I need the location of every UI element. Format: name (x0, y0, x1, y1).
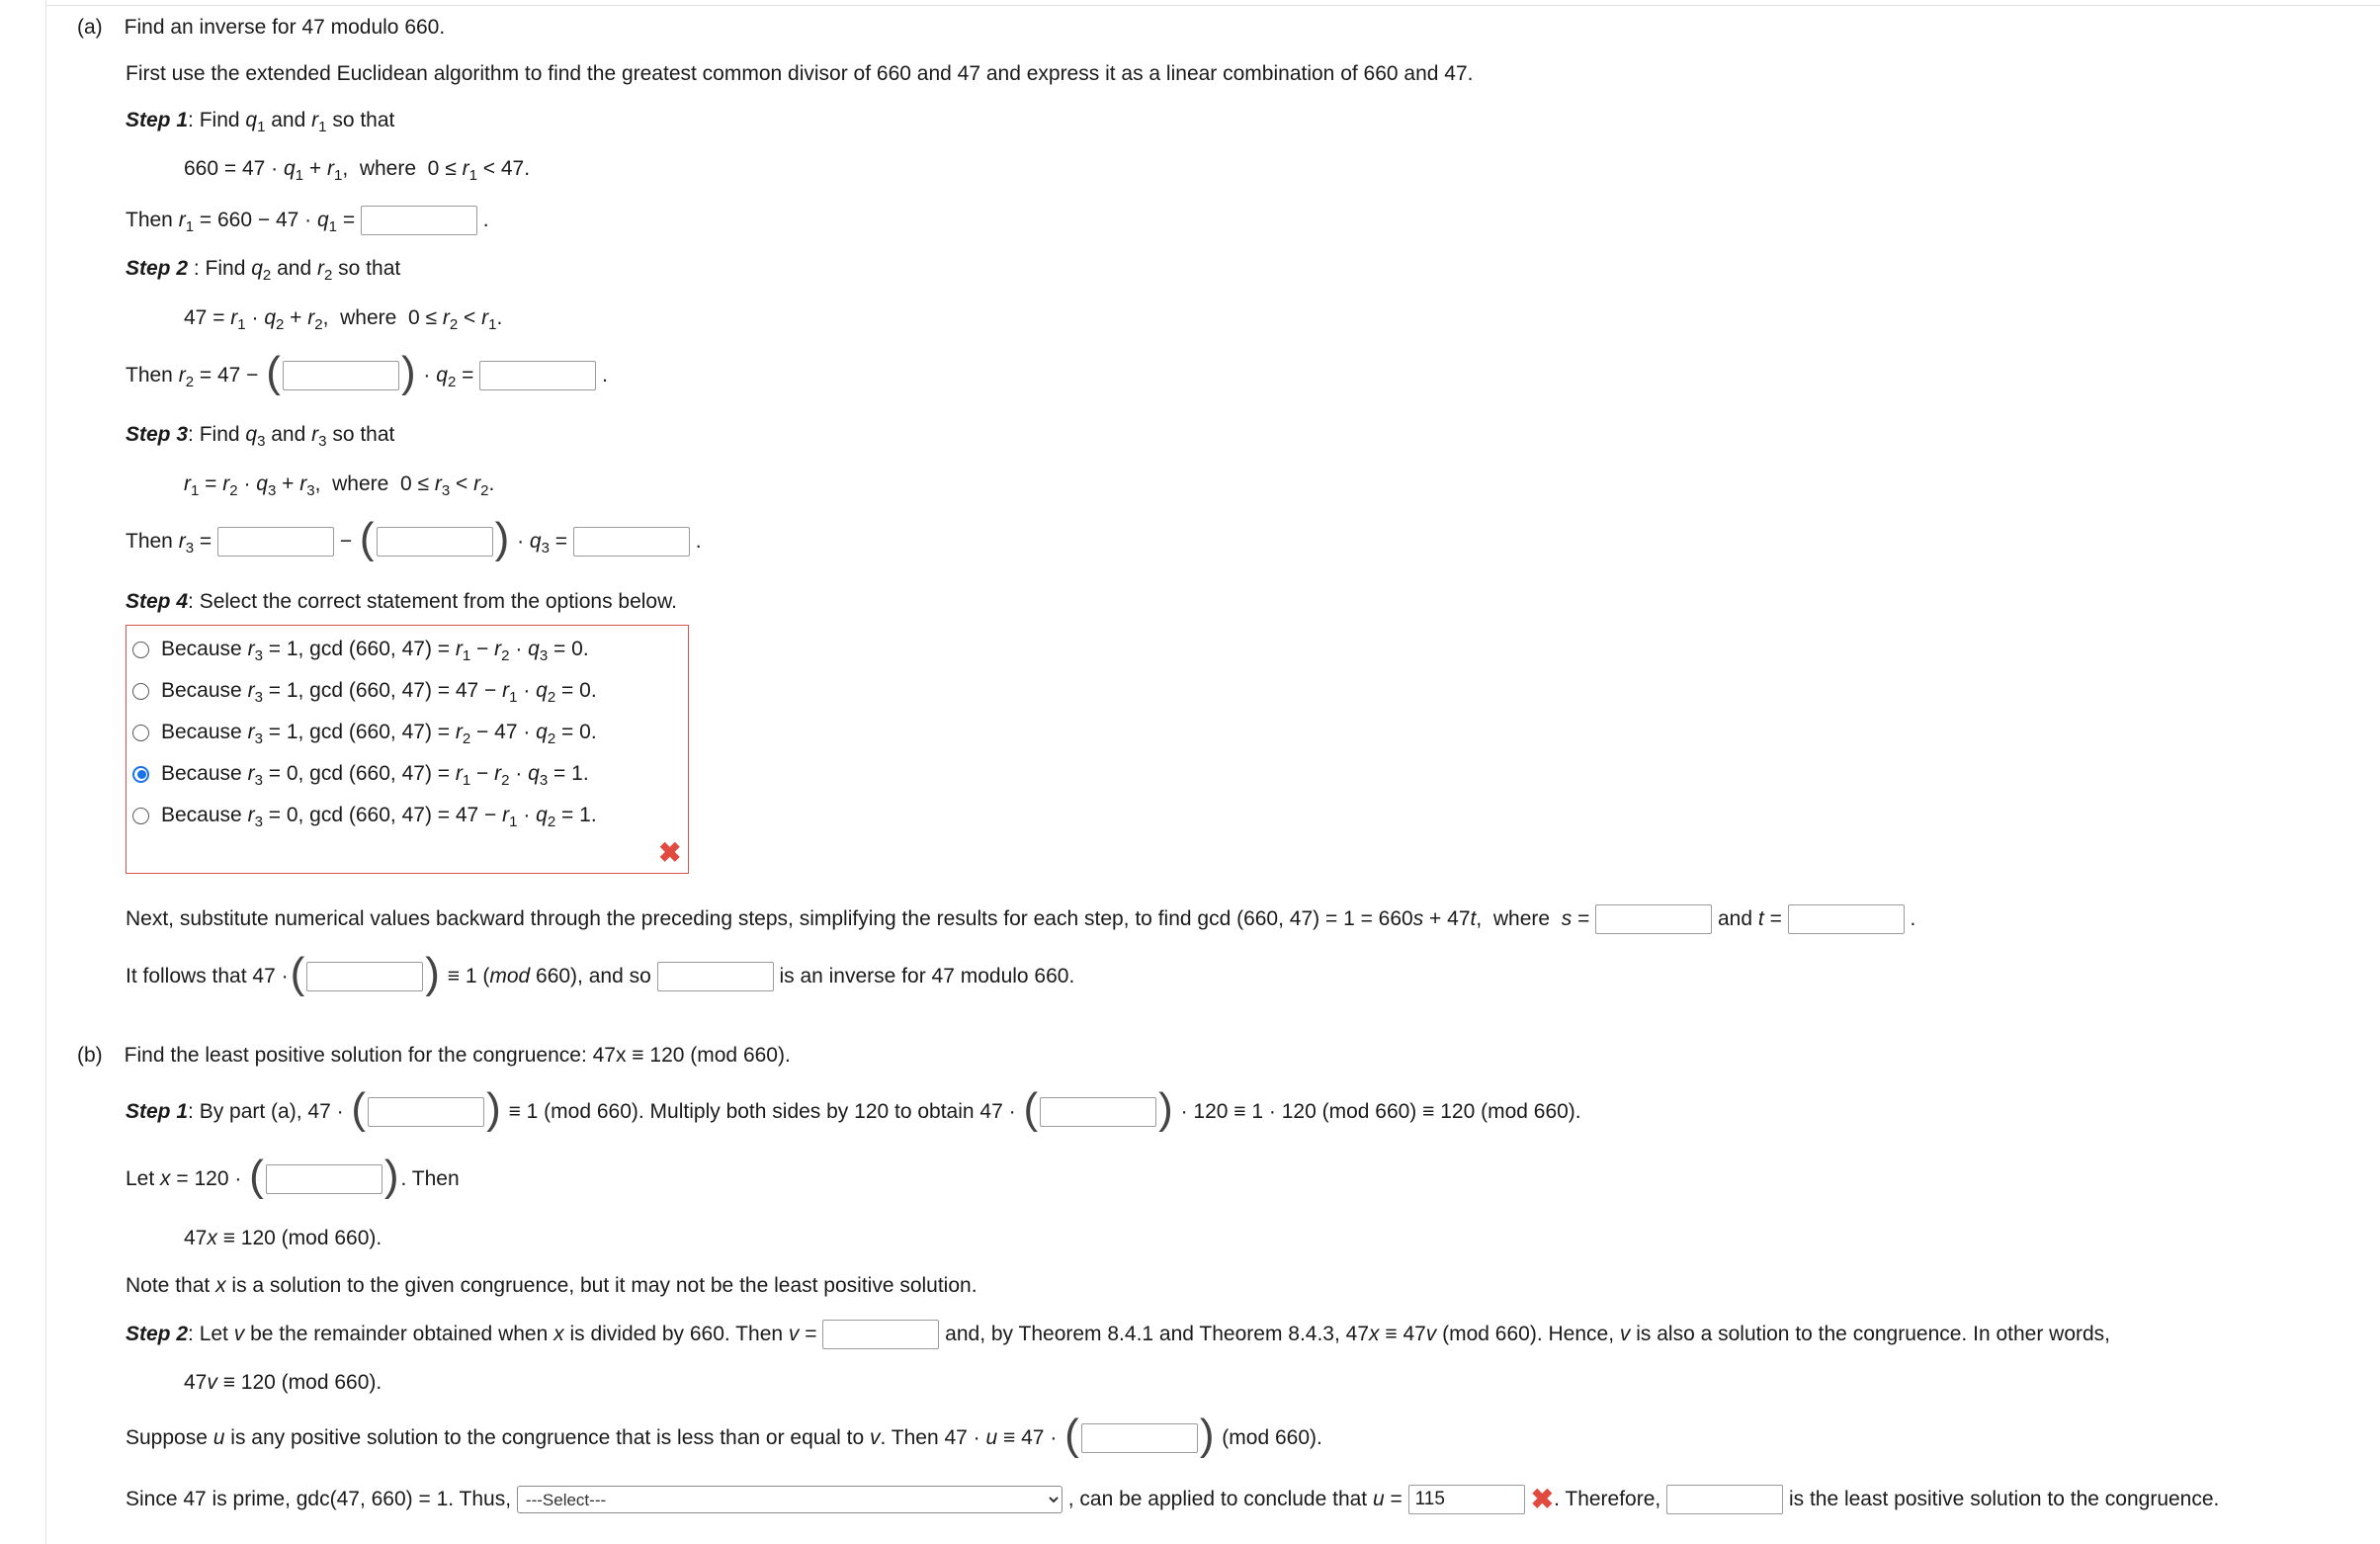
step4-heading (126, 582, 677, 622)
radio-button[interactable] (132, 725, 149, 741)
since-text: Since 47 is prime, gdc(47, 660) = 1. Thus, (126, 1488, 512, 1510)
r3-symbol: $r_3$ (247, 679, 263, 706)
since-line: Since 47 is prime, gdc(47, 660) = 1. Thus, ---Select--- , can be applied to conclude that u = 115 ✖ . Therefore, is the least positive solution to the congruence. (126, 1480, 2219, 1519)
b-step1-input-1[interactable] (368, 1097, 484, 1127)
option-tail: = 0. (548, 638, 589, 660)
step4-option-5[interactable] (132, 796, 597, 835)
radio-button[interactable] (132, 766, 149, 783)
step1-heading: Step 1 : Find $q_1$ and $r_1$ so that (126, 109, 395, 135)
step4-label: Step 4 (126, 590, 189, 613)
part-b-heading (77, 1036, 791, 1075)
option-tail: = 1. (548, 762, 589, 785)
r3-symbol: $r_3$ (247, 762, 263, 789)
option-middle: = 1, gcd (660, 47) = (262, 638, 456, 660)
radio-button[interactable] (132, 808, 149, 824)
step2-label: Step 2 (126, 257, 189, 280)
part-a-title: Find an inverse for 47 modulo 660. (124, 16, 446, 39)
step3-then: Then $r_3$ = − ( ) · $q_3$ = . (126, 514, 702, 562)
option-prefix: Because (161, 804, 248, 826)
error-x-icon: ✖ (658, 837, 682, 868)
option-formula: $r_1 - r_2 \cdot q_3$ (455, 638, 549, 664)
option-formula: $r_1 \cdot q_2$ (502, 804, 556, 830)
option-middle: = 1, gcd (660, 47) = 47 − (262, 679, 503, 702)
step3-r2-input[interactable] (377, 527, 493, 557)
step4-error-mark (658, 833, 681, 873)
inverse-input[interactable] (657, 962, 774, 991)
step2-equation: $47 = r_1 \cdot q_2 + r_2$, where $0 \le r_2 < r_1$. (184, 306, 503, 333)
note-text: Note that (126, 1274, 211, 1297)
radio-button[interactable] (132, 683, 149, 700)
note-line: Note that x is a solution to the given congruence, but it may not be the least positive solution. (126, 1274, 978, 1297)
option-formula: $r_1 \cdot q_2$ (502, 679, 556, 706)
next-text: Next, substitute numerical values backward through the preceding steps, simplifying the results for each step, to find gcd (660, 47) = 1 = 660 (126, 907, 1413, 930)
option-middle: = 0, gcd (660, 47) = 47 − (262, 804, 503, 826)
back-substitution-line: Next, substitute numerical values backward through the preceding steps, simplifying the results for each step, to find gcd (660, 47) = 1 = 660 s + 47t, where s = and t = . (126, 900, 1915, 939)
least-tail: is the least positive solution to the congruence. (1788, 1488, 2220, 1510)
v-congruence: 47v ≡ 120 (mod 660). (184, 1371, 382, 1394)
r3-symbol: $r_3$ (247, 638, 263, 664)
theorem-text: and, by Theorem 8.4.1 and Theorem 8.4.3, 47 (945, 1323, 1370, 1345)
inverse-tail: is an inverse for 47 modulo 660. (779, 965, 1075, 987)
step1-then: Then $r_1 = 660 - 47 \cdot q_1$ = . (126, 201, 489, 240)
step3-heading: Step 3 : Find $q_3$ and $r_3$ so that (126, 423, 395, 450)
part-b-step1: Step 1 : By part (a), 47 · ( ) ≡ 1 (mod 660). Multiply both sides by 120 to obtain 47 · ( ) · 120 ≡ 1 · 120 (mod 660) ≡ 120 (mod 660). (126, 1084, 1581, 1133)
step2-r1-input[interactable] (283, 361, 399, 390)
option-prefix: Because (161, 721, 248, 743)
u-error-x-icon: ✖ (1530, 1484, 1555, 1514)
step4-option-2[interactable] (132, 671, 597, 711)
step3-r1-input[interactable] (217, 527, 334, 557)
option-tail: = 0. (555, 679, 597, 702)
therefore-text: . Therefore, (1554, 1488, 1661, 1510)
option-middle: = 1, gcd (660, 47) = (262, 721, 456, 743)
r3-symbol: $r_3$ (247, 721, 263, 747)
step3-label: Step 3 (126, 423, 189, 446)
b-step1-input-2[interactable] (1040, 1097, 1156, 1127)
r2-input[interactable] (479, 361, 596, 390)
frame-left-border (45, 0, 46, 1544)
option-prefix: Because (161, 762, 248, 785)
follows-text: It follows that 47 · (126, 965, 289, 987)
step1-equation: $660 = 47 \cdot q_1 + r_1$, where $0 \le r_1 < 47$. (184, 157, 531, 184)
option-prefix: Because (161, 638, 248, 660)
r3-input[interactable] (573, 527, 690, 557)
theorem-select[interactable] (517, 1486, 1062, 1513)
let-x-input[interactable] (266, 1164, 382, 1194)
option-middle: = 0, gcd (660, 47) = (262, 762, 456, 785)
follows-input[interactable] (306, 962, 423, 991)
intro-text: First use the extended Euclidean algorithm to find the greatest common divisor of 660 and 47 and express it as a linear combination of 660 and 47. (126, 62, 1474, 85)
step1-label: Step 1 (126, 109, 189, 131)
u-input[interactable]: 115 (1408, 1485, 1525, 1514)
radio-button[interactable] (132, 642, 149, 658)
follows-line: It follows that 47 · ( ) ≡ 1 (mod 660), and so is an inverse for 47 modulo 660. (126, 949, 1075, 997)
let-x-line: Let x = 120 · ( ) . Then (126, 1152, 460, 1200)
r1-input[interactable] (361, 206, 477, 235)
step2-heading: Step 2 : Find $q_2$ and $r_2$ so that (126, 257, 401, 284)
frame-top-border (45, 5, 2380, 6)
part-b-step2: Step 2 : Let v be the remainder obtained when x is divided by 660. Then v = and, by Theorem 8.4.1 and Theorem 8.4.3, 47 x ≡ 47v (mod 660). Hence, v is also a solution to the congruence. In other words, (126, 1315, 2110, 1354)
option-prefix: Because (161, 679, 248, 702)
part-a-label: (a) (77, 16, 103, 39)
step2-then: Then $r_2 = 47$ − ( ) · $q_2$ = . (126, 348, 608, 396)
part-a-heading (77, 8, 445, 47)
option-tail: = 1. (555, 804, 597, 826)
suppose-line: Suppose u is any positive solution to the congruence that is less than or equal to v. Then 47 · u ≡ 47 · ( ) (mod 660). (126, 1411, 1322, 1459)
t-input[interactable] (1788, 904, 1905, 934)
option-formula: $r_1 - r_2 \cdot q_3$ (455, 762, 549, 789)
least-solution-input[interactable] (1666, 1485, 1783, 1514)
v-input[interactable] (822, 1320, 939, 1349)
step3-equation: $r_1 = r_2 \cdot q_3 + r_3$, where $0 \le r_3 < r_2$. (184, 472, 495, 499)
step4-text: : Select the correct statement from the options below. (188, 590, 677, 613)
step4-option-3[interactable] (132, 713, 597, 752)
step4-option-1[interactable] (132, 630, 589, 669)
step4-option-4[interactable] (132, 754, 589, 794)
part-b-title: Find the least positive solution for the congruence: 47x ≡ 120 (mod 660). (124, 1044, 791, 1067)
option-tail: = 0. (555, 721, 597, 743)
x-congruence: 47x ≡ 120 (mod 660). (184, 1227, 382, 1249)
suppose-input[interactable] (1081, 1423, 1198, 1453)
s-input[interactable] (1595, 904, 1712, 934)
note-tail: is a solution to the given congruence, but it may not be the least positive solution. (231, 1274, 978, 1297)
r3-symbol: $r_3$ (247, 804, 263, 830)
option-formula: $r_2 - 47 \cdot q_2$ (455, 721, 556, 747)
part-b-label: (b) (77, 1044, 103, 1067)
